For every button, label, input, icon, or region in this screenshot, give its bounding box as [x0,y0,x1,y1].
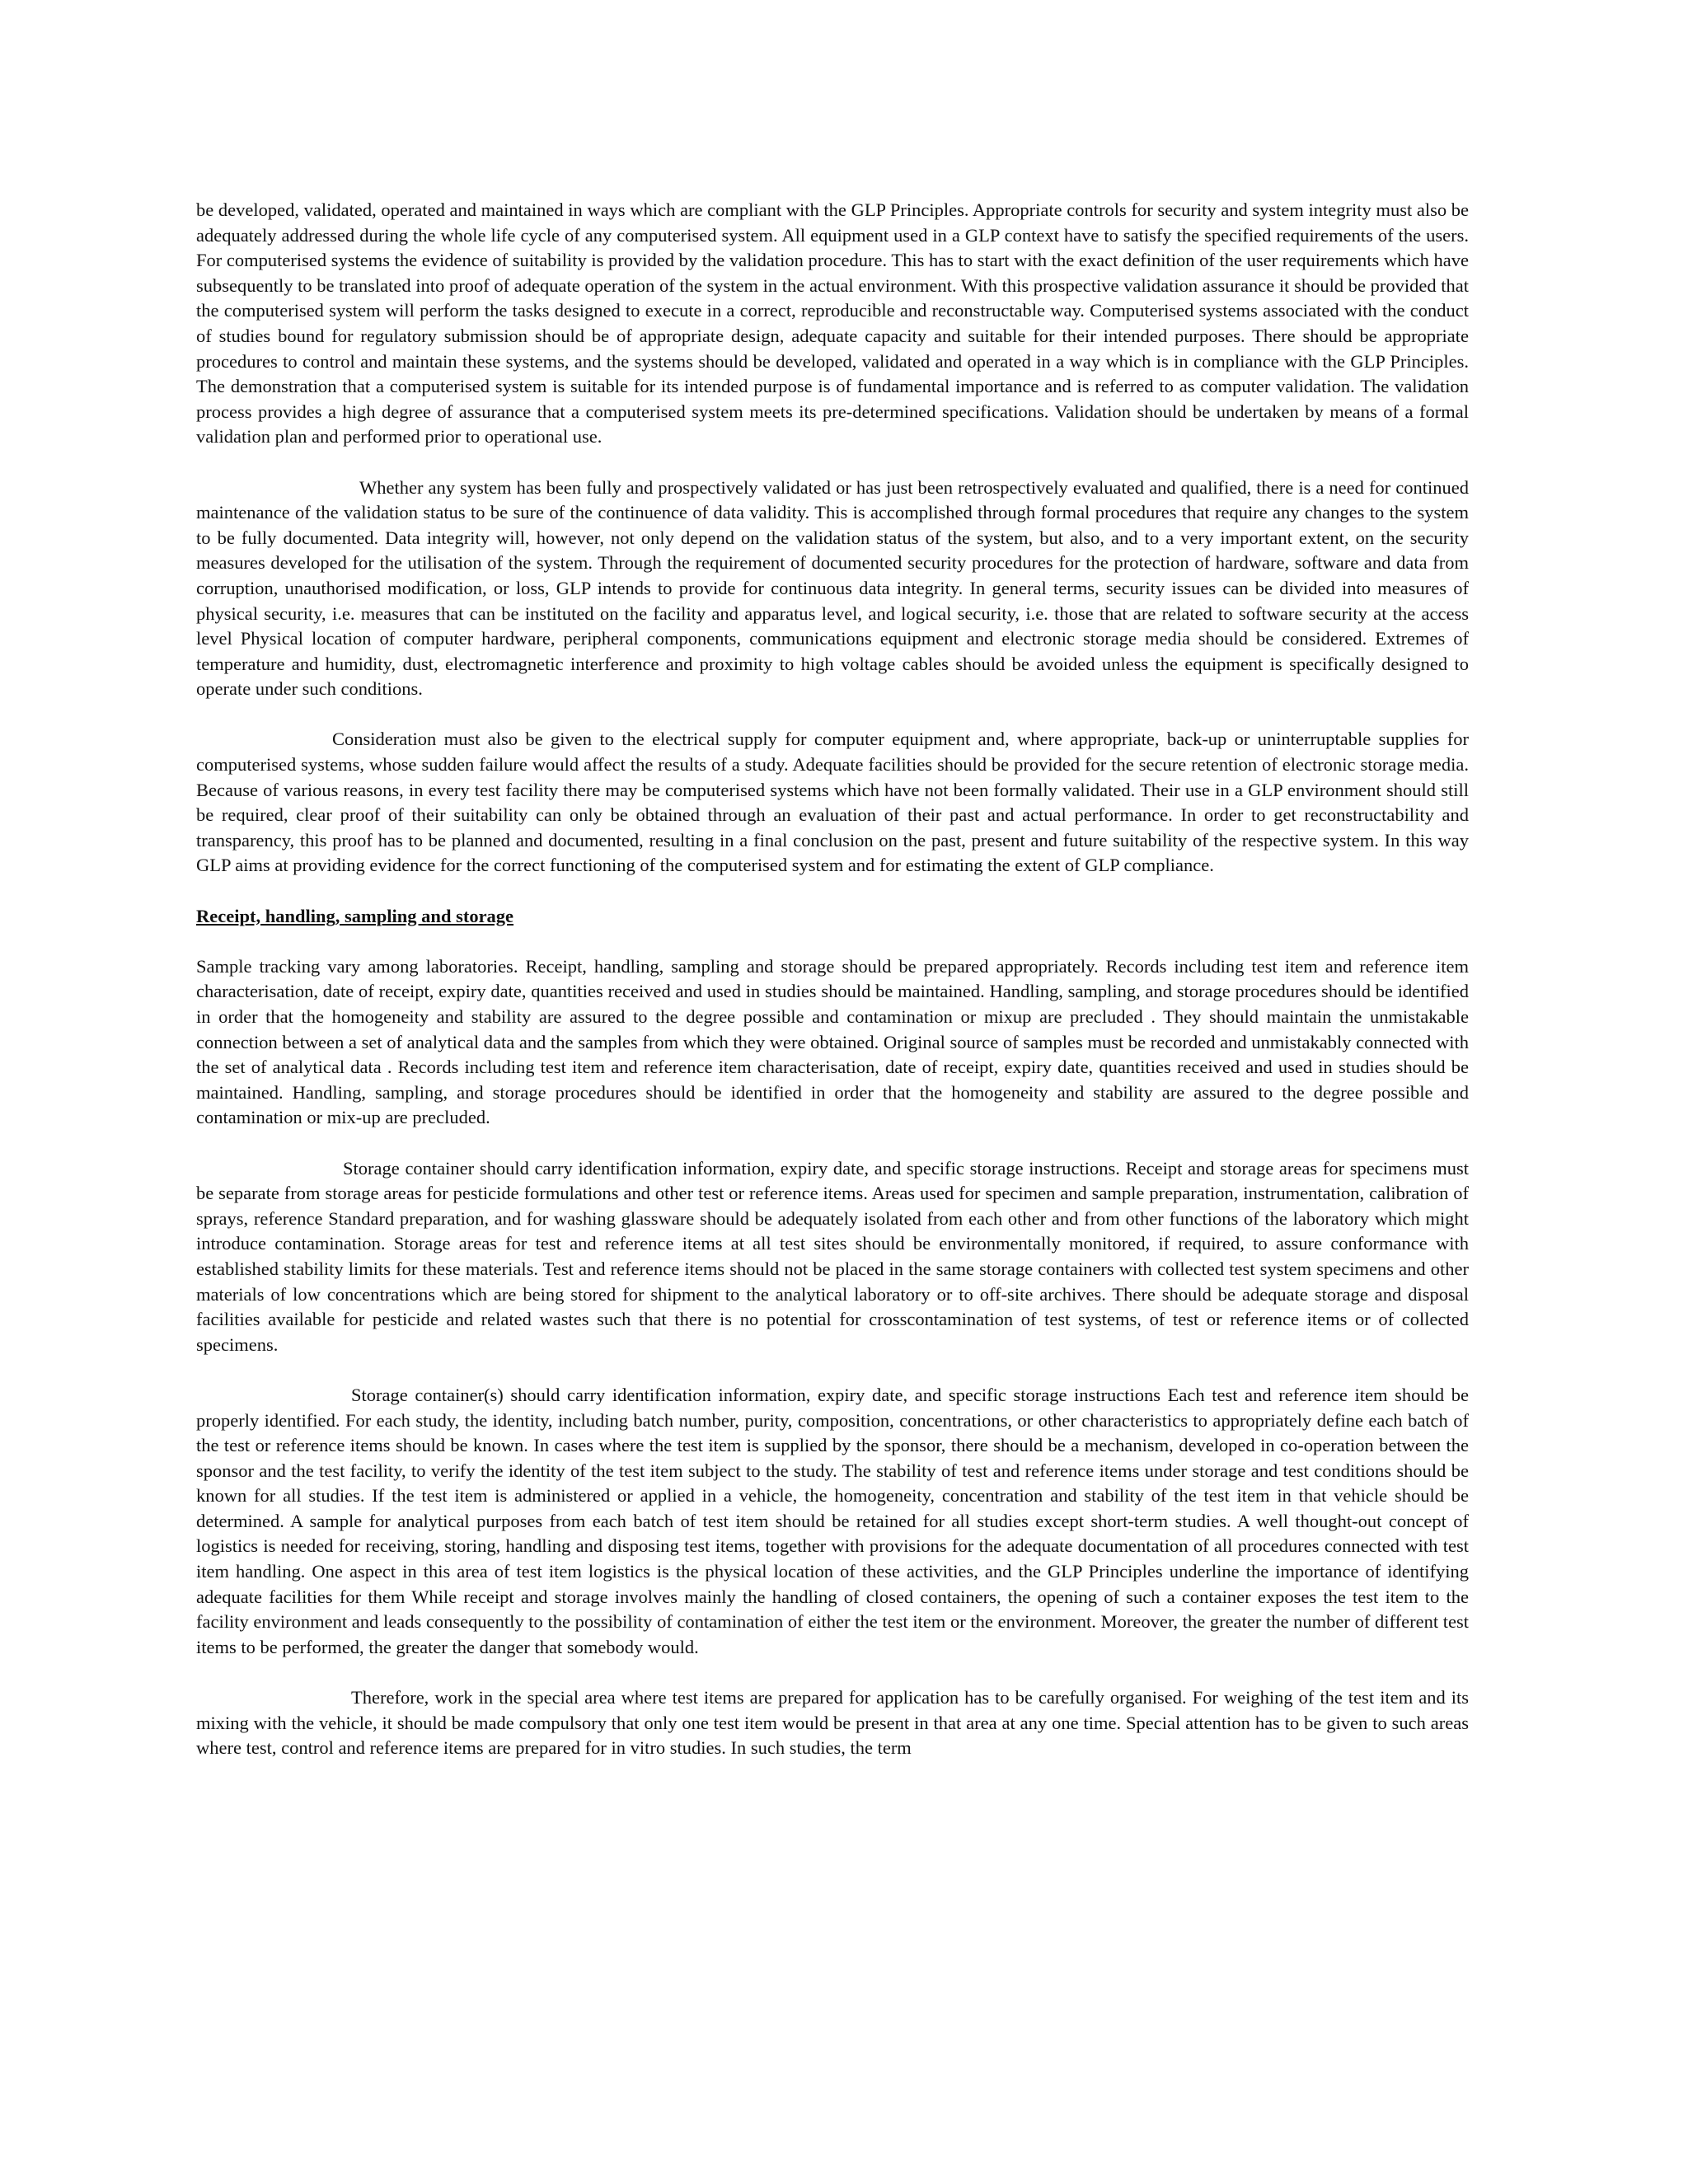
paragraph-test-item-identity: Storage container(s) should carry identification information, expiry date, and specific storage instructions Each test and reference item should be properly identified. For each study, the identity, including batch number, purity, composition, concentrations, or other characteristics to appropriately define each batch of the test or reference items should be known. In cases where the test item is supplied by the sponsor, there should be a mechanism, developed in co-operation between the sponsor and the test facility, to verify the identity of the test item subject to the study. The stability of test and reference items under storage and test conditions should be known for all studies. If the test item is administered or applied in a vehicle, the homogeneity, concentration and stability of the test item in that vehicle should be determined. A sample for analytical purposes from each batch of test item should be retained for all studies except short-term studies. A well thought-out concept of logistics is needed for receiving, storing, handling and disposing test items, together with provisions for the adequate documentation of all procedures connected with test item handling. One aspect in this area of test item logistics is the physical location of these activities, and the GLP Principles underline the importance of identifying adequate facilities for them While receipt and storage involves mainly the handling of closed containers, the opening of such a container exposes the test item to the facility environment and leads consequently to the possibility of contamination of either the test item or the environment. Moreover, the greater the number of different test items to be performed, the greater the danger that somebody would. [196,1384,1469,1657]
paragraph-validation-maintenance: Whether any system has been fully and prospectively validated or has just been retrospectively evaluated and qualified, there is a need for continued maintenance of the validation status to be sure of the continuence of data validity. This is accomplished through formal procedures that require any changes to the system to be fully documented. Data integrity will, however, not only depend on the validation status of the system, but also, and to a very important extent, on the security measures developed for the utilisation of the system. Through the requirement of documented security procedures for the protection of hardware, software and data from corruption, unauthorised modification, or loss, GLP intends to provide for continuous data integrity. In general terms, security issues can be divided into measures of physical security, i.e. measures that can be instituted on the facility and apparatus level, and logical security, i.e. those that are related to software security at the access level Physical location of computer hardware, peripheral components, communications equipment and electronic storage media should be considered. Extremes of temperature and humidity, dust, electromagnetic interference and proximity to high voltage cables should be avoided unless the equipment is specifically designed to operate under such conditions. [196,476,1469,700]
paragraph-special-area: Therefore, work in the special area where test items are prepared for application has to be carefully organised. For weighing of the test item and its mixing with the vehicle, it should be made compulsory that only one test item would be present in that area at any one time. Special attention has to be given to such areas where test, control and reference items are prepared for in vitro studies. In such studies, the term [196,1687,1469,1759]
document-page [196,198,1469,1786]
section-heading: Receipt, handling, sampling and storage [196,905,514,926]
paragraph-storage-container: Storage container should carry identification information, expiry date, and specific storage instructions. Receipt and storage areas for specimens must be separate from storage areas for pesticide formulations and other test or reference items. Areas used for specimen and sample preparation, instrumentation, calibration of sprays, reference Standard preparation, and for washing glassware should be adequately isolated from each other and from other functions of the laboratory which might introduce contamination. Storage areas for test and reference items at all test sites should be environmentally monitored, if required, to assure conformance with established stability limits for these materials. Test and reference items should not be placed in the same storage containers with collected test system specimens and other materials of low concentrations which are being stored for shipment to the analytical laboratory or to off-site archives. There should be adequate storage and disposal facilities available for pesticide and related wastes such that there is no potential for crosscontamination of test systems, of test or reference items or of collected specimens. [196,1157,1469,1355]
paragraph-sample-tracking: Sample tracking vary among laboratories. Receipt, handling, sampling and storage should be prepared appropriately. Records including test item and reference item characterisation, date of receipt, expiry date, quantities received and used in studies should be maintained. Handling, sampling, and storage procedures should be identified in order that the homogeneity and stability are assured to the degree possible and contamination or mixup are precluded . They should maintain the unmistakable connection between a set of analytical data and the samples from which they were obtained. Original source of samples must be recorded and unmistakably connected with the set of analytical data . Records including test item and reference item characterisation, date of receipt, expiry date, quantities received and used in studies should be maintained. Handling, sampling, and storage procedures should be identified in order that the homogeneity and stability are assured to the degree possible and contamination or mix-up are precluded. [196,955,1469,1128]
paragraph-computer-validation: be developed, validated, operated and maintained in ways which are compliant with the GLP Principles. Appropriate controls for security and system integrity must also be adequately addressed during the whole life cycle of any computerised system. All equipment used in a GLP context have to satisfy the specified requirements of the users. For computerised systems the evidence of suitability is provided by the validation procedure. This has to start with the exact definition of the user requirements which have subsequently to be translated into proof of adequate operation of the system in the actual environment. With this prospective validation assurance it should be provided that the computerised system will perform the tasks designed to execute in a correct, reproducible and reconstructable way. Computerised systems associated with the conduct of studies bound for regulatory submission should be of appropriate design, adequate capacity and suitable for their intended purposes. There should be appropriate procedures to control and maintain these systems, and the systems should be developed, validated and operated in a way which is in compliance with the GLP Principles. The demonstration that a computerised system is suitable for its intended purpose is of fundamental importance and is referred to as computer validation. The validation process provides a high degree of assurance that a computerised system meets its pre-determined specifications. Validation should be undertaken by means of a formal validation plan and performed prior to operational use. [196,199,1469,448]
paragraph-electrical-supply: Consideration must also be given to the electrical supply for computer equipment and, where appropriate, back-up or uninterruptable supplies for computerised systems, whose sudden failure would affect the results of a study. Adequate facilities should be provided for the secure retention of electronic storage media. Because of various reasons, in every test facility there may be computerised systems which have not been formally validated. Their use in a GLP environment should still be required, clear proof of their suitability can only be obtained through an evaluation of their past and actual performance. In order to get reconstructability and transparency, this proof has to be planned and documented, resulting in a final conclusion on the past, present and future suitability of the respective system. In this way GLP aims at providing evidence for the correct functioning of the computerised system and for estimating the extent of GLP compliance. [196,729,1469,876]
